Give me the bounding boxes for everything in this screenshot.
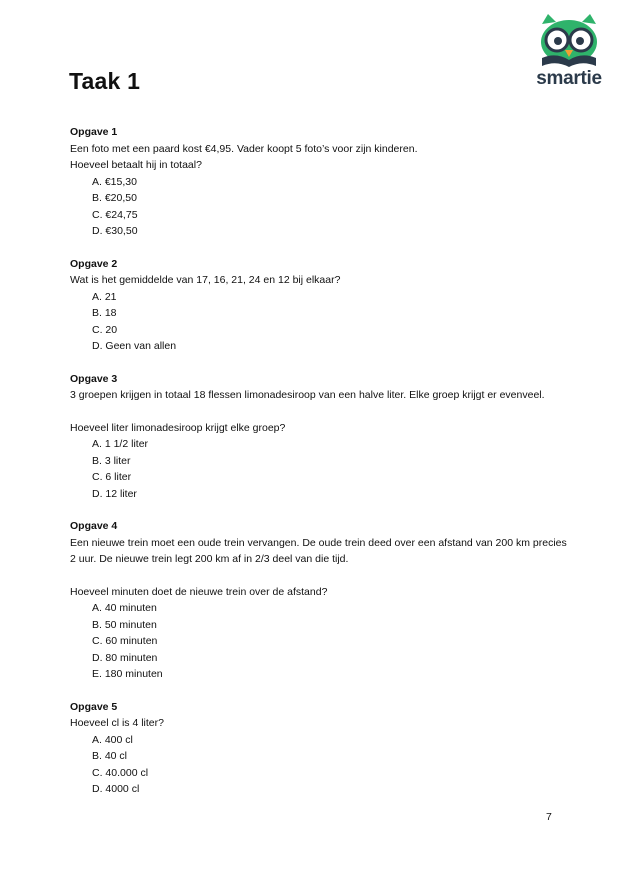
question-3 (70, 371, 570, 503)
answer-options (70, 600, 570, 683)
page-number: 7 (546, 811, 552, 823)
questions-list (70, 124, 570, 814)
answer-option: D. 80 minuten (92, 651, 158, 664)
question-text: 3 groepen krijgen in totaal 18 flessen limonadesiroop van een halve liter. Elke groep krijgt er evenveel. (70, 389, 545, 401)
answer-option: D. 12 liter (92, 487, 137, 500)
answer-option: C. 6 liter (92, 471, 132, 483)
answer-option: D. €30,50 (92, 225, 138, 237)
owl-icon (528, 14, 610, 68)
answer-option: E. 180 minuten (92, 668, 163, 680)
answer-options (70, 174, 570, 240)
question-heading: Opgave 2 (70, 257, 118, 270)
question-1 (70, 124, 570, 240)
answer-option: B. 40 cl (92, 750, 128, 762)
question-2 (70, 256, 570, 355)
answer-options (70, 289, 570, 355)
question-prompt: Hoeveel minuten doet de nieuwe trein over de afstand? (70, 585, 328, 598)
answer-option: D. 4000 cl (92, 783, 140, 795)
question-text: Hoeveel cl is 4 liter? (70, 717, 164, 729)
question-heading: Opgave 5 (70, 700, 118, 713)
answer-option: B. 50 minuten (92, 618, 157, 631)
answer-option: B. 3 liter (92, 454, 131, 467)
logo-wordmark: smartie (536, 68, 602, 89)
question-heading: Opgave 1 (70, 126, 118, 138)
answer-option: A. 1 1/2 liter (92, 438, 149, 450)
question-text: Een nieuwe trein moet een oude trein vervangen. De oude trein deed over een afstand van 200 km precies 2 uur. De nieuwe trein legt 200 km af in 2/3 deel van die tijd. (70, 536, 567, 565)
question-prompt: Hoeveel liter limonadesiroop krijgt elke groep? (70, 421, 286, 434)
smartie-logo (528, 14, 610, 94)
page-title: Taak 1 (69, 68, 141, 94)
answer-option: C. 40.000 cl (92, 766, 149, 779)
answer-option: C. 60 minuten (92, 635, 158, 647)
question-text: Hoeveel betaalt hij in totaal? (70, 159, 202, 171)
answer-option: A. 40 minuten (92, 602, 157, 614)
question-text: Een foto met een paard kost €4,95. Vader koopt 5 foto’s voor zijn kinderen. (70, 142, 418, 155)
question-text: Wat is het gemiddelde van 17, 16, 21, 24 en 12 bij elkaar? (70, 274, 341, 286)
answer-option: A. 21 (92, 290, 117, 303)
answer-option: B. 18 (92, 307, 117, 319)
answer-option: A. €15,30 (92, 175, 137, 188)
answer-option: C. 20 (92, 323, 118, 336)
answer-options (70, 732, 570, 798)
answer-option: D. Geen van allen (92, 340, 177, 352)
answer-option: A. 400 cl (92, 733, 133, 746)
answer-option: B. €20,50 (92, 192, 137, 204)
question-5 (70, 699, 570, 798)
question-heading: Opgave 3 (70, 372, 118, 385)
answer-options (70, 436, 570, 502)
answer-option: C. €24,75 (92, 208, 138, 221)
question-4 (70, 518, 570, 683)
question-heading: Opgave 4 (70, 520, 118, 532)
